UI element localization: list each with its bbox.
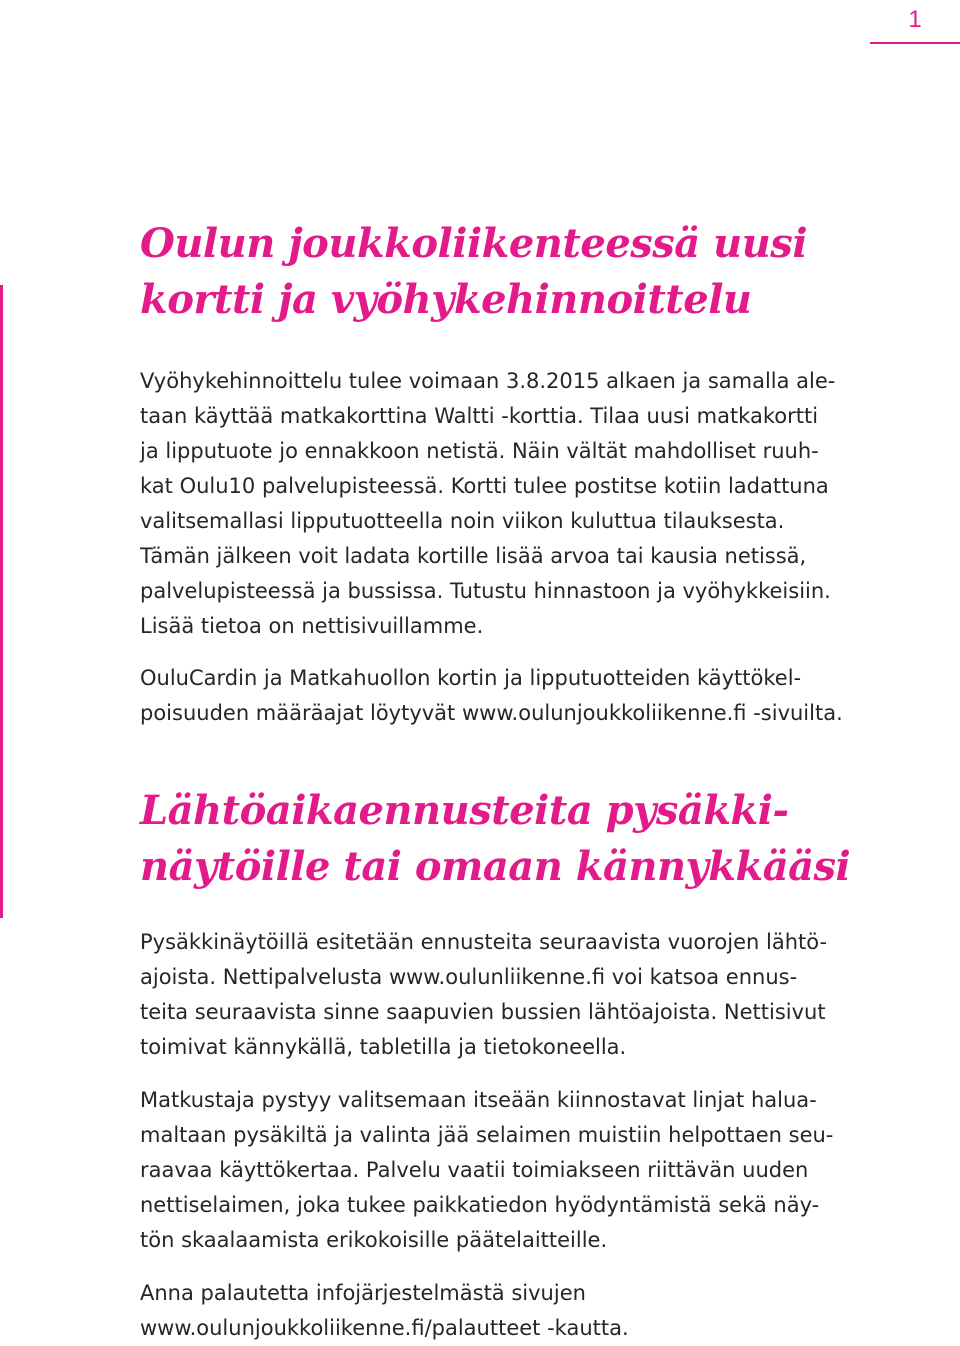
- section1-paragraph2: [140, 661, 920, 731]
- text-line: OuluCardin ja Matkahuollon kortin ja lipputuotteiden käyttökel-: [140, 666, 802, 690]
- text-line: ajoista. Nettipalvelusta www.oulunliikenne.fi voi katsoa ennus-: [140, 965, 798, 989]
- text-line: www.oulunjoukkoliikenne.fi/palautteet -kautta.: [140, 1316, 629, 1340]
- text-line: ja lipputuote jo ennakkoon netistä. Näin vältät mahdolliset ruuh-: [140, 439, 819, 463]
- section2-paragraph1: [140, 925, 920, 1065]
- text-line: nettiselaimen, joka tukee paikkatiedon hyödyntämistä sekä näy-: [140, 1193, 820, 1217]
- section2-heading-line: Lähtöaikaennusteita pysäkki-: [140, 787, 789, 834]
- text-line: Anna palautetta infojärjestelmästä sivujen: [140, 1281, 586, 1305]
- text-line: valitsemallasi lipputuotteella noin viikon kuluttua tilauksesta.: [140, 509, 785, 533]
- text-line: toimivat kännykällä, tabletilla ja tietokoneella.: [140, 1035, 627, 1059]
- page-number: 1: [908, 6, 922, 33]
- text-line: Lisää tietoa on nettisivuillamme.: [140, 614, 484, 638]
- text-line: poisuuden määräajat löytyvät www.oulunjoukkoliikenne.fi -sivuilta.: [140, 701, 843, 725]
- article-content: [140, 216, 920, 1346]
- left-accent-rule: [0, 285, 3, 918]
- section2-heading-line: näytöille tai omaan kännykkääsi: [140, 843, 851, 890]
- text-line: palvelupisteessä ja bussissa. Tutustu hinnastoon ja vyöhykkeisiin.: [140, 579, 831, 603]
- text-line: teita seuraavista sinne saapuvien bussien lähtöajoista. Nettisivut: [140, 1000, 826, 1024]
- section1-heading: [140, 216, 920, 328]
- text-line: raavaa käyttökertaa. Palvelu vaatii toimiakseen riittävän uuden: [140, 1158, 809, 1182]
- section2-heading: [140, 783, 920, 895]
- page-number-rule: [870, 42, 960, 44]
- text-line: Tämän jälkeen voit ladata kortille lisää arvoa tai kausia netissä,: [140, 544, 807, 568]
- text-line: Pysäkkinäytöillä esitetään ennusteita seuraavista vuorojen lähtö-: [140, 930, 828, 954]
- section1-paragraph1: [140, 364, 920, 644]
- section2-paragraph2: [140, 1083, 920, 1258]
- section1-heading-line: kortti ja vyöhykehinnoittelu: [140, 276, 752, 323]
- text-line: kat Oulu10 palvelupisteessä. Kortti tulee postitse kotiin ladattuna: [140, 474, 829, 498]
- text-line: Vyöhykehinnoittelu tulee voimaan 3.8.2015 alkaen ja samalla ale-: [140, 369, 836, 393]
- section1-heading-line: Oulun joukkoliikenteessä uusi: [140, 220, 808, 267]
- text-line: tön skaalaamista erikokoisille päätelaitteille.: [140, 1228, 608, 1252]
- text-line: Matkustaja pystyy valitsemaan itseään kiinnostavat linjat halua-: [140, 1088, 817, 1112]
- text-line: taan käyttää matkakorttina Waltti -korttia. Tilaa uusi matkakortti: [140, 404, 819, 428]
- section2-paragraph3: [140, 1276, 920, 1346]
- text-line: maltaan pysäkiltä ja valinta jää selaimen muistiin helpottaen seu-: [140, 1123, 834, 1147]
